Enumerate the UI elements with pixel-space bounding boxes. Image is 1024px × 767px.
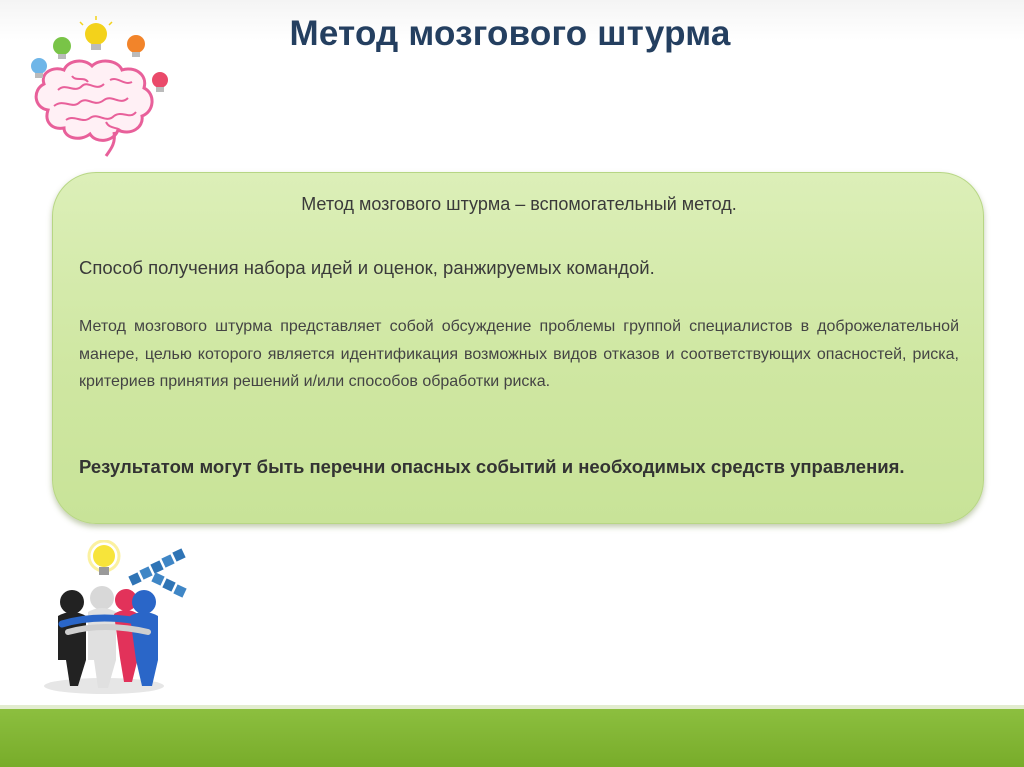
team-huddle-illustration bbox=[28, 540, 208, 700]
paragraph-result: Результатом могут быть перечни опасных событий и необходимых средств управления. bbox=[79, 456, 905, 477]
paragraph-idea-collection: Способ получения набора идей и оценок, ранжируемых командой. bbox=[79, 257, 655, 278]
content-box bbox=[52, 172, 984, 524]
content-subtitle: Метод мозгового штурма – вспомогательный метод. bbox=[301, 194, 737, 214]
slide-title: Метод мозгового штурма bbox=[289, 14, 731, 53]
paragraph-method-description: Метод мозгового штурма представляет собой обсуждение проблемы группой специалистов в доброжелательной манере, целью которого является идентификация возможных видов отказов и соответствующих опасностей, риска, критериев принятия решений и/или способов обработки риска. bbox=[79, 318, 959, 390]
footer-bar bbox=[0, 709, 1024, 767]
word-tiles-icon bbox=[128, 548, 186, 597]
